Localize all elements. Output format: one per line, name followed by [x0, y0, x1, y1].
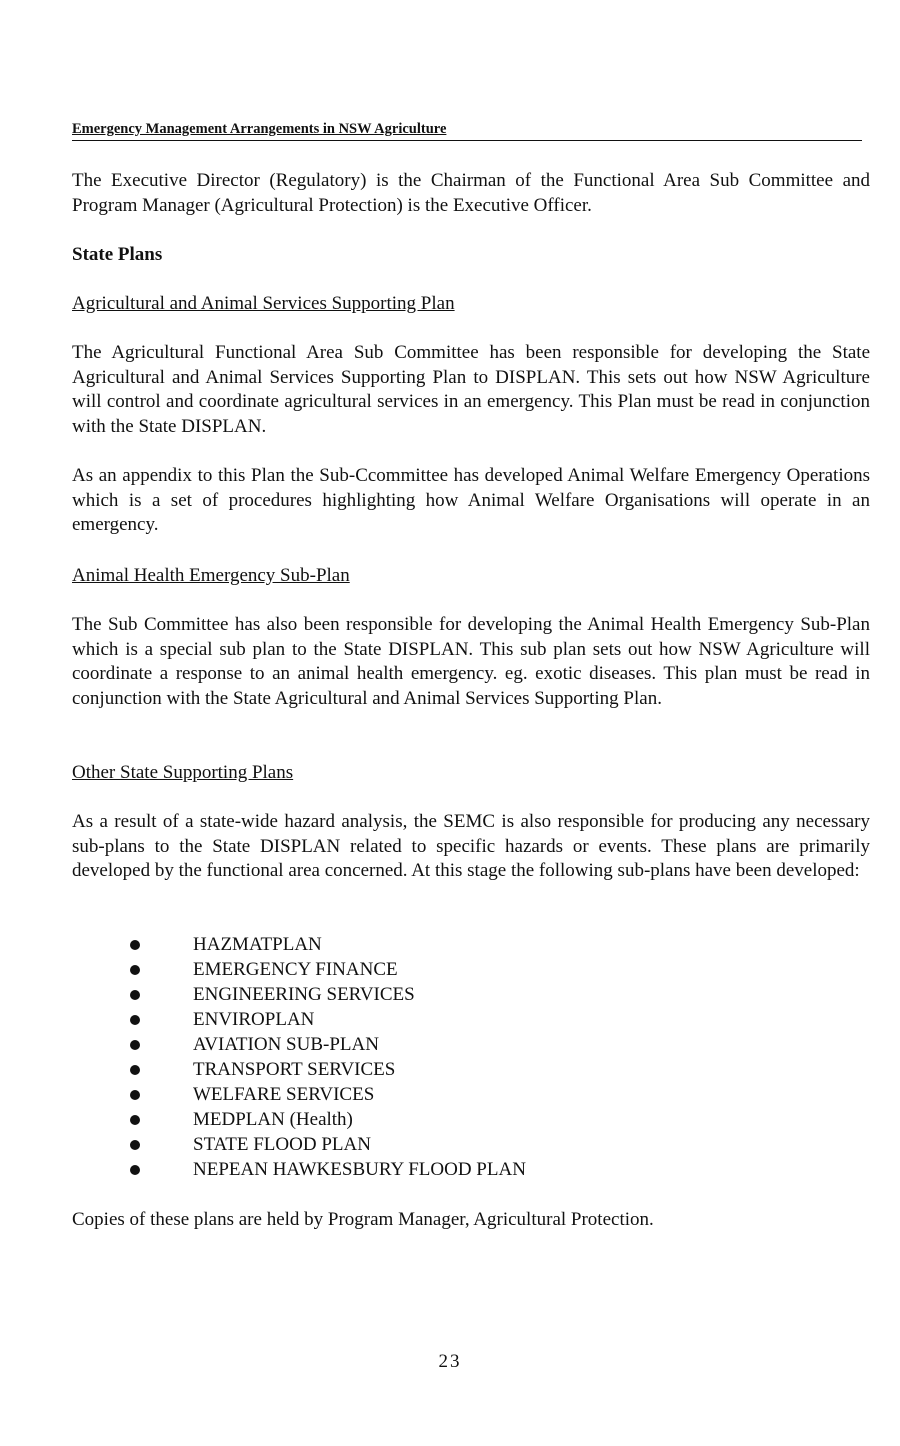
- list-item: [0, 1132, 900, 1157]
- subheading-other-plans: Other State Supporting Plans: [72, 762, 294, 783]
- agricultural-plan-paragraph: The Agricultural Functional Area Sub Committee has been responsible for developing the State Agricultural and Animal Services Supporting Plan to DISPLAN. This sets out how NSW Agriculture will control and coordinate agricultural services in an emergency. This Plan must be read in conjunction with the State DISPLAN.: [72, 342, 870, 437]
- animal-health-paragraph: The Sub Committee has also been responsible for developing the Animal Health Emergency Sub-Plan which is a special sub plan to the State DISPLAN. This sub plan sets out how NSW Agriculture will coordinate a response to an animal health emergency. eg. exotic diseases. This plan must be read in conjunction with the State Agricultural and Animal Services Supporting Plan.: [72, 614, 870, 709]
- section-heading-state-plans: State Plans: [72, 244, 163, 265]
- subplan-name: ENGINEERING SERVICES: [193, 984, 415, 1005]
- subheading-animal-health-plan: Animal Health Emergency Sub-Plan: [72, 565, 350, 586]
- subplan-name: TRANSPORT SERVICES: [193, 1059, 396, 1080]
- subplan-name: HAZMATPLAN: [193, 934, 322, 955]
- other-plans-paragraph: As a result of a state-wide hazard analysis, the SEMC is also responsible for producing any necessary sub-plans to the State DISPLAN related to specific hazards or events. These plans are primarily developed by the functional area concerned. At this stage the following sub-plans have been developed:: [72, 811, 870, 881]
- bullet-icon: [130, 1065, 140, 1075]
- bullet-icon: [130, 990, 140, 1000]
- subplan-name: WELFARE SERVICES: [193, 1084, 375, 1105]
- list-item: [0, 1107, 900, 1132]
- list-item: [0, 1082, 900, 1107]
- subplan-name: NEPEAN HAWKESBURY FLOOD PLAN: [193, 1159, 526, 1180]
- page-number: 23: [438, 1351, 462, 1372]
- bullet-icon: [130, 1090, 140, 1100]
- list-item: [0, 932, 900, 957]
- list-item: [0, 1057, 900, 1082]
- list-item: [0, 1032, 900, 1057]
- bullet-icon: [130, 1015, 140, 1025]
- running-header-title: Emergency Management Arrangements in NSW Agriculture: [72, 121, 447, 137]
- intro-paragraph: The Executive Director (Regulatory) is the Chairman of the Functional Area Sub Committee and Program Manager (Agricultural Protection) is the Executive Officer.: [72, 170, 870, 216]
- bullet-icon: [130, 1165, 140, 1175]
- subheading-agricultural-plan: Agricultural and Animal Services Supporting Plan: [72, 293, 455, 314]
- list-item: [0, 1157, 900, 1182]
- subplan-name: STATE FLOOD PLAN: [193, 1134, 371, 1155]
- subplan-list: [0, 932, 900, 1182]
- subplan-name: AVIATION SUB-PLAN: [193, 1034, 379, 1055]
- bullet-icon: [130, 1040, 140, 1050]
- list-item: [0, 957, 900, 982]
- list-item: [0, 1007, 900, 1032]
- bullet-icon: [130, 1115, 140, 1125]
- bullet-icon: [130, 965, 140, 975]
- bullet-icon: [130, 1140, 140, 1150]
- list-item: [0, 982, 900, 1007]
- running-header: [72, 121, 862, 141]
- closing-paragraph: Copies of these plans are held by Program Manager, Agricultural Protection.: [72, 1209, 654, 1230]
- bullet-icon: [130, 940, 140, 950]
- subplan-name: EMERGENCY FINANCE: [193, 959, 398, 980]
- subplan-name: ENVIROPLAN: [193, 1009, 315, 1030]
- subplan-name: MEDPLAN (Health): [193, 1109, 353, 1130]
- animal-welfare-paragraph: As an appendix to this Plan the Sub-Ccommittee has developed Animal Welfare Emergency Operations which is a set of procedures highlighting how Animal Welfare Organisations will operate in an emergency.: [72, 465, 870, 535]
